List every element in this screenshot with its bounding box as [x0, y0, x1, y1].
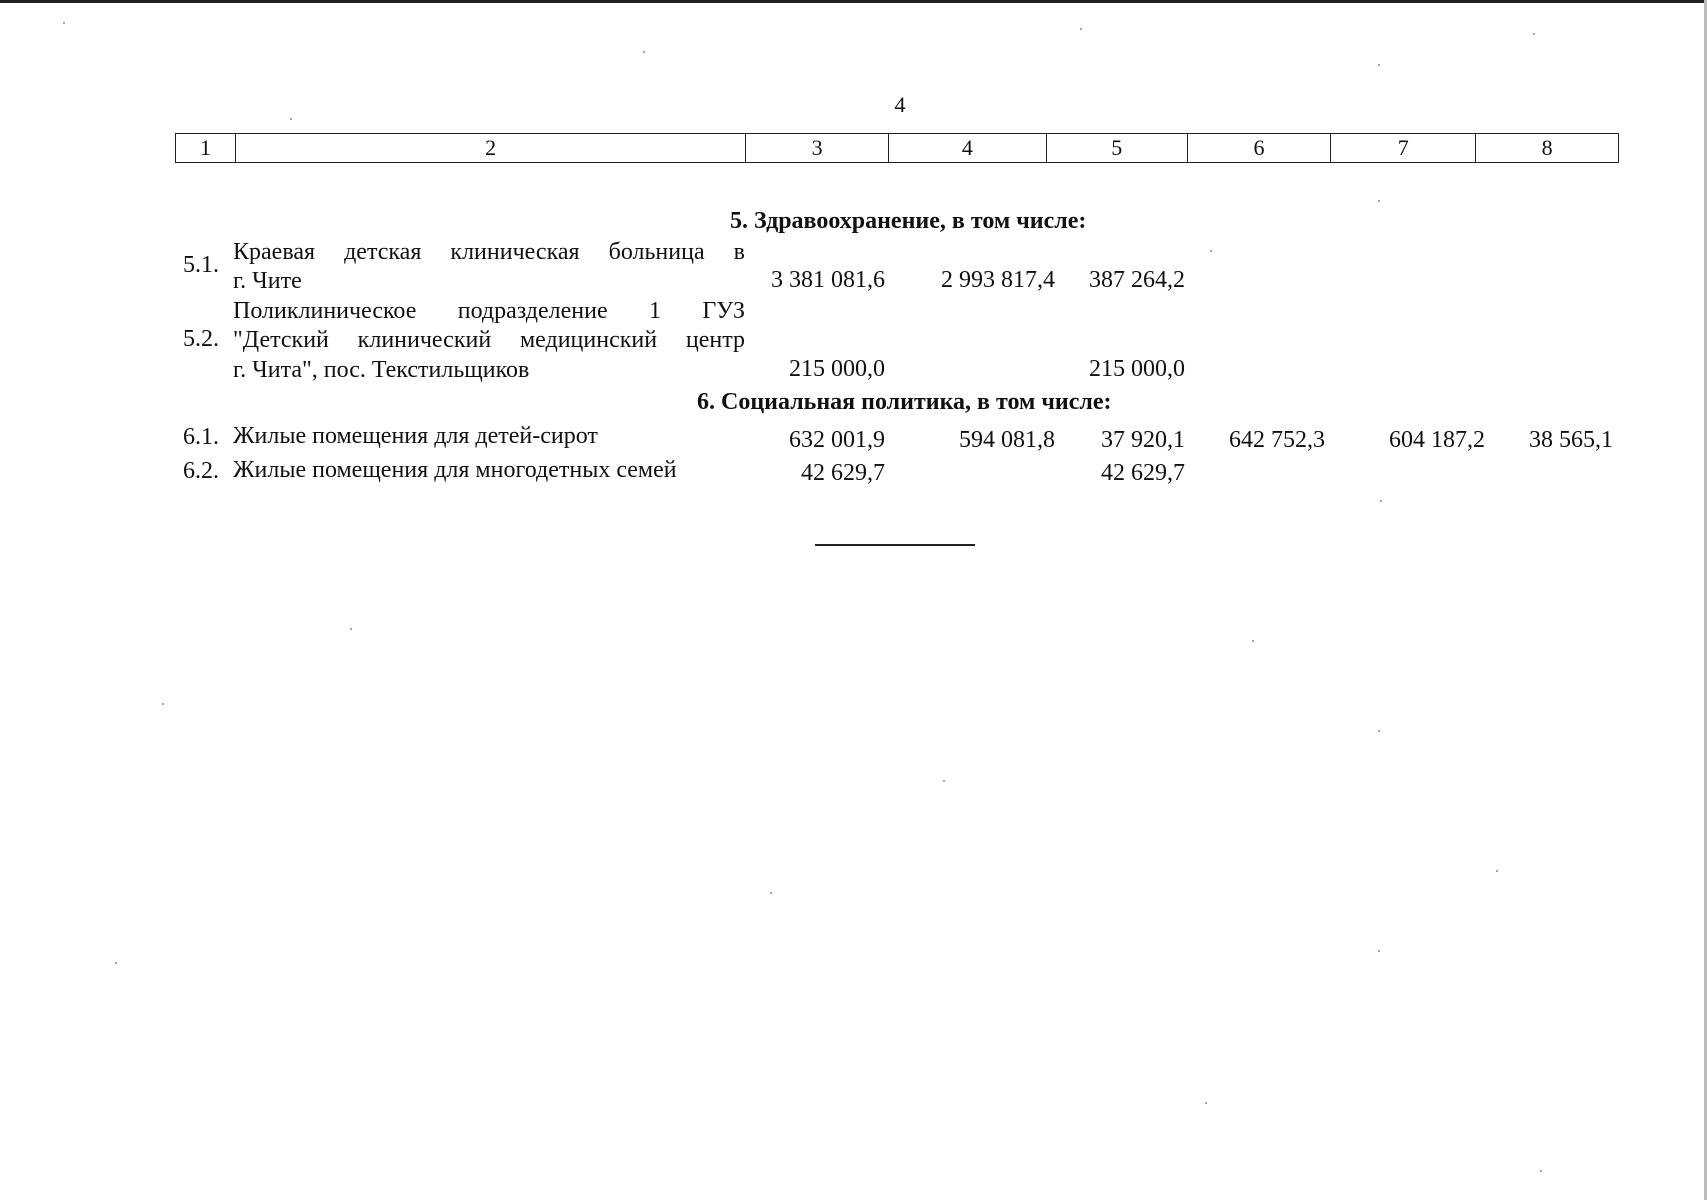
header-col-5: 5 [1047, 134, 1188, 162]
scan-speck [63, 22, 65, 24]
row-name-line: г. Чита", пос. Текстильщиков [233, 357, 530, 383]
scan-speck [1205, 1102, 1207, 1104]
cell-col-4: 2 993 817,4 [941, 267, 1055, 293]
header-col-3: 3 [746, 134, 889, 162]
cell-col-4: 594 081,8 [959, 427, 1055, 453]
header-col-7: 7 [1331, 134, 1476, 162]
cell-col-3: 42 629,7 [801, 460, 885, 486]
scan-speck [162, 703, 164, 705]
header-col-6: 6 [1188, 134, 1332, 162]
scan-speck [1252, 640, 1254, 642]
end-of-table-rule [815, 544, 975, 546]
row-name [233, 456, 745, 485]
scan-speck [770, 892, 772, 894]
cell-col-3: 632 001,9 [789, 427, 885, 453]
scan-speck [1378, 730, 1380, 732]
row-number: 5.2. [183, 326, 219, 352]
scan-speck [1540, 1170, 1542, 1172]
cell-col-5: 387 264,2 [1089, 267, 1185, 293]
header-col-8: 8 [1541, 135, 1553, 160]
cell-col-8: 38 565,1 [1529, 427, 1613, 453]
row-number: 5.1. [183, 252, 219, 278]
cell-col-5: 215 000,0 [1089, 356, 1185, 382]
scan-speck [1496, 870, 1498, 872]
scan-speck [115, 962, 117, 964]
scan-speck [350, 628, 352, 630]
row-number: 6.1. [183, 424, 219, 450]
row-name-line: Краевая детская клиническая больница в [233, 239, 745, 265]
row-name-line: Жилые помещения для многодетных семей [233, 457, 677, 483]
cell-col-5: 42 629,7 [1101, 460, 1185, 486]
cell-col-3: 215 000,0 [789, 356, 885, 382]
section-title-healthcare: 5. Здравоохранение, в том числе: [730, 208, 1087, 234]
row-name-line: "Детский клинический медицинский центр [233, 327, 745, 353]
scan-speck [290, 118, 292, 120]
scan-speck [1380, 500, 1382, 502]
scan-speck [1080, 28, 1082, 30]
cell-col-3: 3 381 081,6 [771, 267, 885, 293]
section-title-social-policy: 6. Социальная политика, в том числе: [697, 389, 1112, 415]
header-col-1: 1 [176, 134, 236, 162]
cell-col-7: 604 187,2 [1389, 427, 1485, 453]
header-col-4: 4 [889, 134, 1047, 162]
row-name-line: Жилые помещения для детей-сирот [233, 423, 598, 449]
row-name-continued [233, 356, 745, 385]
row-name [233, 422, 745, 451]
row-name [233, 238, 745, 267]
row-name-continued [233, 267, 745, 296]
row-name [233, 297, 745, 326]
row-number: 6.2. [183, 458, 219, 484]
page-number: 4 [894, 92, 906, 117]
scan-speck [943, 780, 945, 782]
scan-speck [1533, 33, 1535, 35]
scan-speck [1378, 200, 1380, 202]
scan-speck [643, 51, 645, 53]
row-name-line: Поликлиническое подразделение 1 ГУЗ [233, 298, 745, 324]
column-number-header [175, 133, 1619, 163]
header-col-2: 2 [236, 134, 746, 162]
cell-col-5: 37 920,1 [1101, 427, 1185, 453]
scan-speck [1210, 250, 1212, 252]
cell-col-6: 642 752,3 [1229, 427, 1325, 453]
scan-speck [1378, 950, 1380, 952]
row-name-continued [233, 326, 745, 355]
scan-speck [1378, 64, 1380, 66]
row-name-line: г. Чите [233, 268, 302, 294]
top-border-line [0, 0, 1707, 3]
